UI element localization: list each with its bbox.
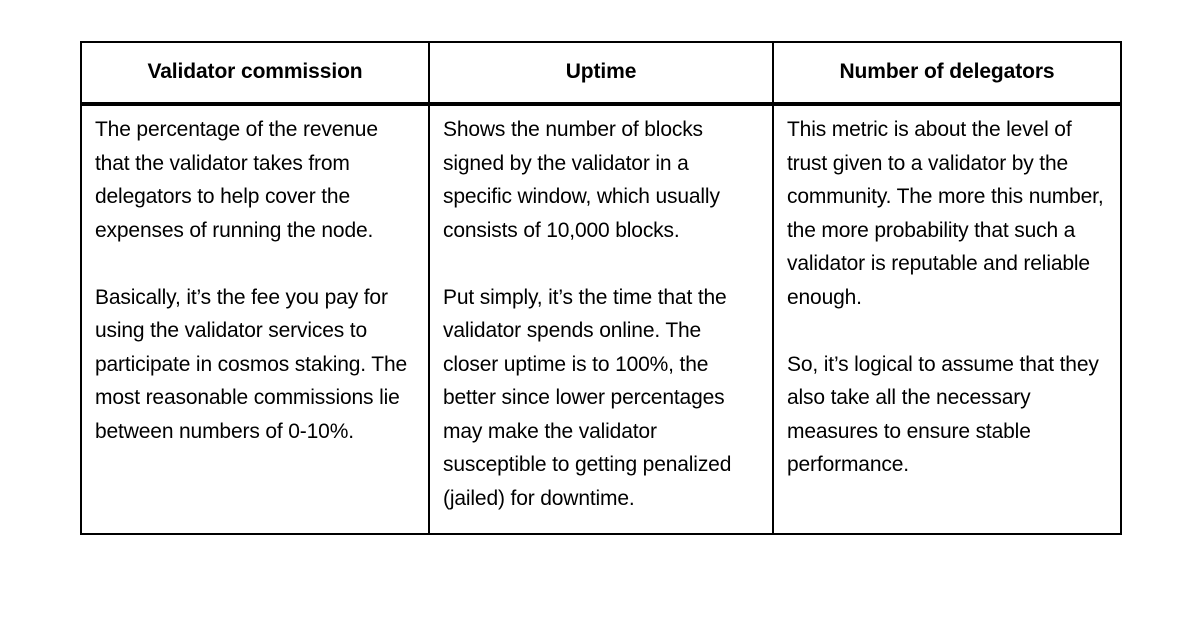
table-header-row: [81, 42, 1121, 104]
cell-validator-commission-description: [81, 104, 429, 534]
paragraph: This metric is about the level of trust given to a validator by the community. The more this number, the more probability that such a validator is reputable and reliable enough.: [787, 118, 1104, 309]
paragraph: Basically, it’s the fee you pay for using the validator services to participate in cosmos staking. The most reasonable commissions lie between numbers of 0-10%.: [95, 285, 408, 443]
table-body: [81, 104, 1121, 534]
paragraph: The percentage of the revenue that the validator takes from delegators to help cover the expenses of running the node.: [95, 118, 378, 242]
column-header-number-of-delegators: Number of delegators: [773, 42, 1121, 104]
paragraph: Shows the number of blocks signed by the validator in a specific window, which usually consists of 10,000 blocks.: [443, 118, 720, 242]
column-header-validator-commission: Validator commission: [81, 42, 429, 104]
column-header-uptime: Uptime: [429, 42, 773, 104]
paragraph: So, it’s logical to assume that they also take all the necessary measures to ensure stable performance.: [787, 352, 1099, 476]
table-row: [81, 104, 1121, 534]
cell-number-of-delegators-description: [773, 104, 1121, 534]
table-header-row-group: [81, 42, 1121, 104]
validator-metrics-comparison-table: [80, 41, 1122, 535]
paragraph: Put simply, it’s the time that the validator spends online. The closer uptime is to 100%, the better since lower percentages may make the validator susceptible to getting penalized (jailed) for downtime.: [443, 285, 732, 510]
cell-uptime-description: [429, 104, 773, 534]
